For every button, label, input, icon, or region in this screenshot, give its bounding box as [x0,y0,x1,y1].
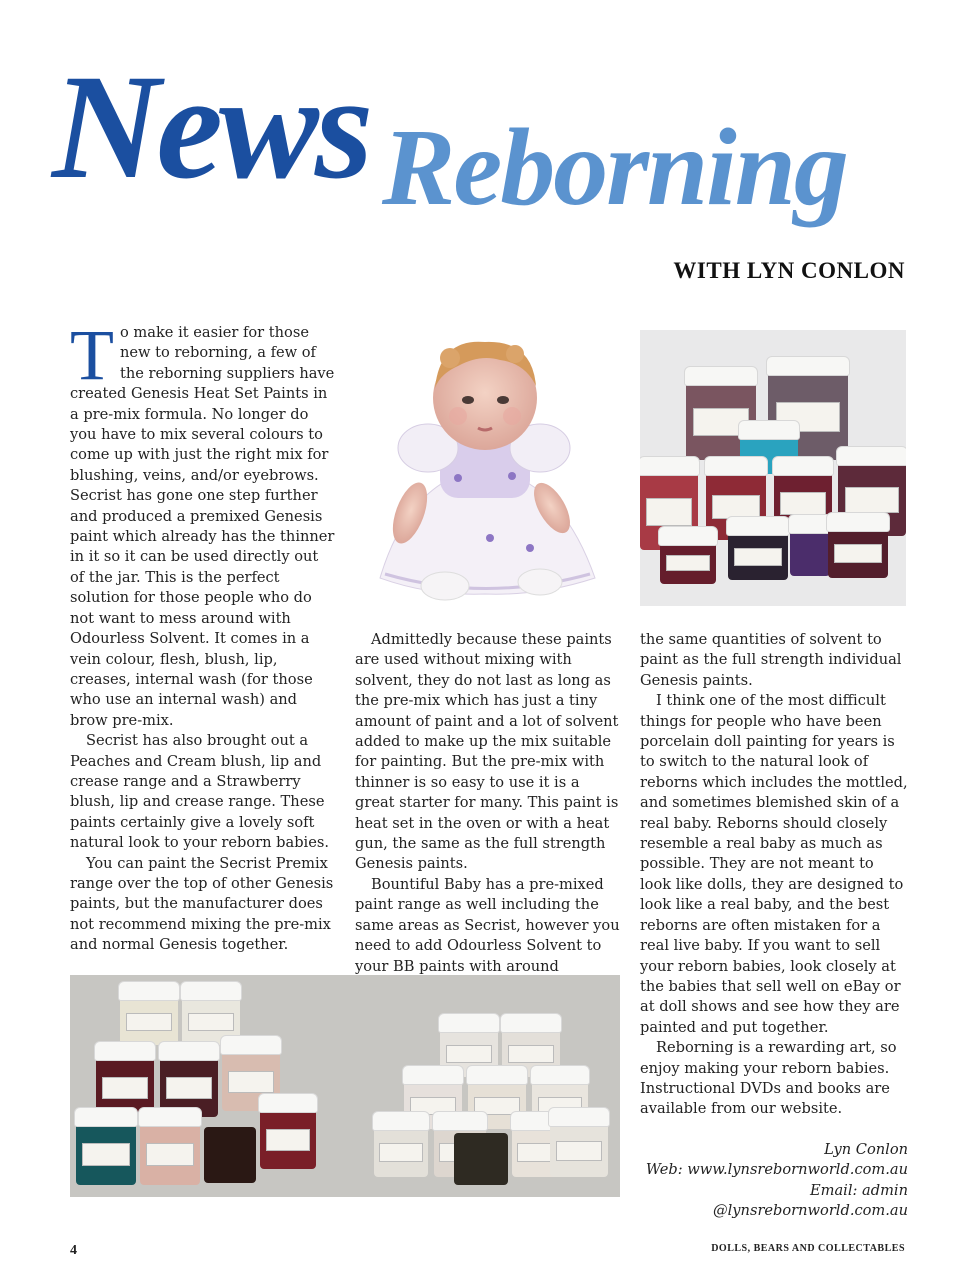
title-reborning: Reborning [382,106,847,228]
byline: WITH LYN CONLON [673,258,905,283]
author-email-line-2: @lynsrebornworld.com.au [713,1201,908,1219]
paint-jar [790,528,830,576]
page-number: 4 [70,1243,77,1258]
paint-jar [140,1121,200,1185]
article-column-1 [70,315,336,956]
title-news: News [52,44,370,210]
paint-jar [374,1125,428,1177]
reborn-baby-photo [340,328,630,618]
paint-jar [120,995,178,1045]
author-signature [640,1140,908,1222]
paint-jar [728,530,788,580]
bountiful-baby-paints-photo [70,975,620,1197]
paragraph: Secrist has also brought out a Peaches and Cream blush, lip and crease range and a Strawberry blush, lip and crease range. These paints certainly give a lovely soft natural look to your reborn babies. [70,732,329,852]
paragraph: the same quantities of solvent to paint as the full strength individual Genesis paints. [640,631,902,689]
drop-cap: T [70,315,114,395]
paragraph: Admittedly because these paints are used without mixing with solvent, they do not last as long as the pre-mix which has just a tiny amount of paint and a lot of solvent added to make up the mix suitable for painting. But the pre-mix with thinner is so easy to use it is a great starter for many. This paint is heat set in the oven or with a heat gun, the same as the full strength Genesis paints. [355,631,619,873]
paint-jar [260,1107,316,1169]
paragraph: Reborning is a rewarding art, so enjoy making your reborn babies. Instructional DVDs and books are available from our website. [640,1039,897,1118]
magazine-name: DOLLS, BEARS AND COLLECTABLES [711,1243,905,1254]
paint-jar [454,1133,508,1185]
paint-jar [204,1127,256,1183]
paint-jar [828,526,888,578]
article-column-2 [355,630,623,977]
reborn-baby-illustration [340,328,630,618]
paragraph: Bountiful Baby has a pre-mixed paint range as well including the same areas as Secrist, however you need to add Odourless Solvent to your BB paints with around [355,875,620,975]
author-email-line-1: Email: admin [809,1181,908,1199]
author-name: Lyn Conlon [824,1140,908,1158]
intro-text: o make it easier for those new to reborning, a few of the reborning suppliers have created Genesis Heat Set Paints in a pre-mix formula. No longer do you have to mix several colours to come up with just the right mix for blushing, veins, and/or eyebrows. Secrist has gone one step further and produced a premixed Genesis paint which already has the thinner in it so it can be used directly out of the jar. This is the perfect solution for those people who do not want to mess around with Odourless Solvent. It comes in a vein colour, flesh, blush, lip, creases, internal wash (for those who use an internal wash) and brow pre-mix. [70,324,335,729]
paint-jar [660,540,716,584]
paint-jar [76,1121,136,1185]
author-web: Web: www.lynsrebornworld.com.au [645,1161,908,1179]
paint-jar [550,1121,608,1177]
paragraph: You can paint the Secrist Premix range over the top of other Genesis paints, but the manufacturer does not recommend mixing the pre-mix and normal Genesis together. [70,854,334,954]
genesis-paint-jars-photo [640,330,906,606]
paragraph: I think one of the most difficult things for people who have been porcelain doll painting for years is to switch to the natural look of reborns which includes the mottled, and sometimes blemished skin of a real baby. Reborns should closely resemble a real baby as much as possible. They are not meant to look like dolls, they are designed to look like a real baby, and the best reborns are often mistaken for a real live baby. If you want to sell your reborn babies, look closely at the babies that sell well on eBay or at doll shows and see how they are painted and put together. [640,692,908,1036]
paragraph-intro [70,315,336,731]
article-column-3 [640,630,908,1221]
